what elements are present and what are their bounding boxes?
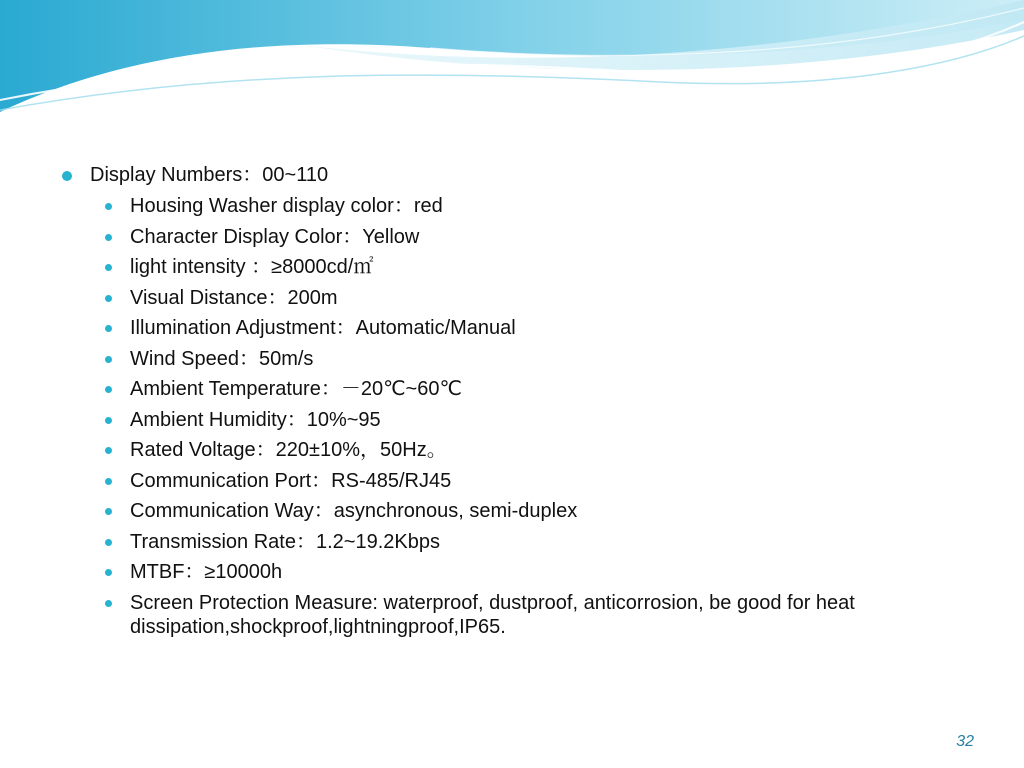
bullet-icon (105, 447, 112, 454)
list-item: Wind Speed：50m/s (58, 344, 988, 375)
bullet-icon (105, 386, 112, 393)
list-item: Communication Way：asynchronous, semi-duplex (58, 496, 988, 527)
list-item: Ambient Humidity：10%~95 (58, 405, 988, 436)
bullet-icon (105, 264, 112, 271)
list-item: Rated Voltage：220±10%，50Hz。 (58, 435, 988, 466)
bullet-icon (105, 539, 112, 546)
bullet-content (58, 160, 988, 639)
bullet-icon (105, 356, 112, 363)
bullet-icon (105, 325, 112, 332)
list-item: Communication Port：RS-485/RJ45 (58, 466, 988, 497)
bullet-icon (105, 569, 112, 576)
list-item: Visual Distance：200m (58, 283, 988, 314)
list-item: Ambient Temperature：－20℃~60℃ (58, 374, 988, 405)
list-item: light intensity ：≥8000cd/㎡ (58, 252, 988, 283)
decorative-wave-header (0, 0, 1024, 130)
bullet-icon (105, 295, 112, 302)
list-item: Screen Protection Measure: waterproof, dustproof, anticorrosion, be good for heat dissipation,shockproof,lightningproof,IP65. (58, 588, 988, 639)
main-bullet-text: Display Numbers：00~110 (90, 164, 329, 186)
bullet-icon (105, 234, 112, 241)
list-item: Illumination Adjustment：Automatic/Manual (58, 313, 988, 344)
bullet-icon (105, 478, 112, 485)
list-item: Transmission Rate：1.2~19.2Kbps (58, 527, 988, 558)
spec-list (58, 191, 988, 639)
list-item: MTBF：≥10000h (58, 557, 988, 588)
list-item: Character Display Color：Yellow (58, 222, 988, 253)
list-item: Housing Washer display color：red (58, 191, 988, 222)
bullet-icon (62, 171, 72, 181)
bullet-icon (105, 203, 112, 210)
main-bullet (58, 160, 988, 191)
bullet-icon (105, 600, 112, 607)
page-number: 32 (956, 733, 974, 750)
bullet-icon (105, 508, 112, 515)
bullet-icon (105, 417, 112, 424)
